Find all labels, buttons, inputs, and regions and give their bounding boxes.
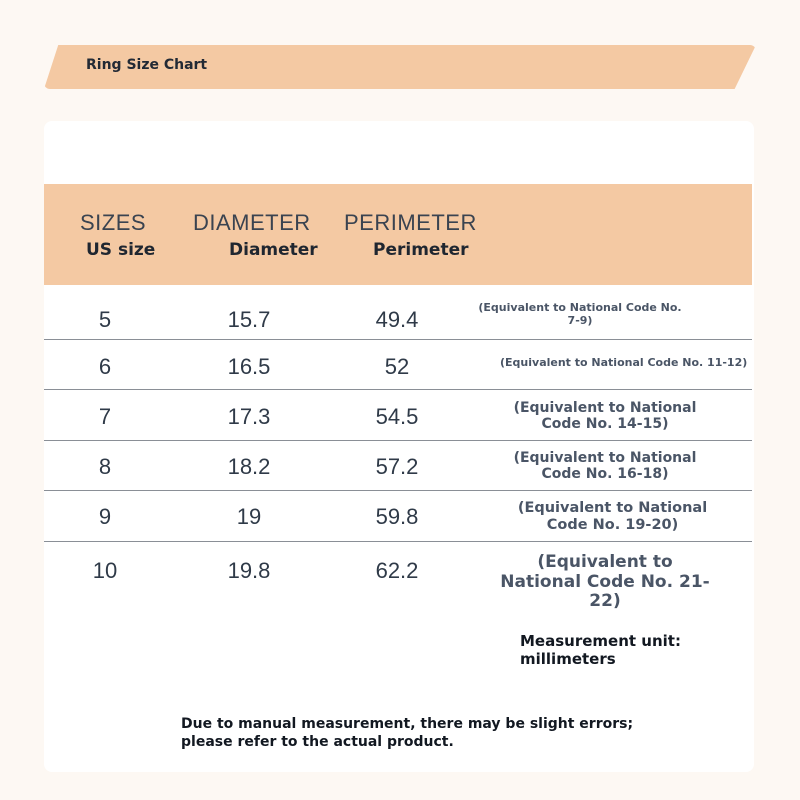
row-7-diameter: 17.3: [227, 404, 271, 429]
row-6-diameter: 16.5: [227, 354, 271, 379]
row-divider: [44, 541, 752, 542]
row-10-perimeter: 62.2: [375, 558, 419, 583]
header-perimeter-sub: Perimeter: [373, 240, 469, 260]
row-5-note: (Equivalent to National Code No. 7-9): [478, 301, 682, 327]
header-perimeter: PERIMETER: [344, 210, 477, 235]
row-9-size: 9: [98, 504, 112, 529]
chart-title: Ring Size Chart: [86, 57, 208, 73]
row-9-diameter: 19: [236, 504, 262, 529]
measurement-unit-note: Measurement unit: millimeters: [520, 632, 681, 668]
row-5-diameter: 15.7: [227, 307, 271, 332]
row-8-diameter: 18.2: [227, 454, 271, 479]
disclaimer-note: Due to manual measurement, there may be slight errors; please refer to the actual product.: [181, 716, 634, 750]
row-5-perimeter: 49.4: [375, 307, 419, 332]
row-divider: [44, 389, 752, 390]
row-10-size: 10: [92, 558, 118, 583]
row-6-size: 6: [98, 354, 112, 379]
row-8-size: 8: [98, 454, 112, 479]
header-diameter-sub: Diameter: [229, 240, 318, 260]
row-8-note: (Equivalent to National Code No. 16-18): [513, 450, 697, 483]
row-7-note: (Equivalent to National Code No. 14-15): [513, 400, 697, 433]
row-8-perimeter: 57.2: [375, 454, 419, 479]
row-10-note: (Equivalent to National Code No. 21-22): [500, 552, 710, 612]
header-diameter: DIAMETER: [193, 210, 311, 235]
row-6-note: (Equivalent to National Code No. 11-12): [500, 356, 748, 369]
row-divider: [44, 440, 752, 441]
row-6-perimeter: 52: [384, 354, 410, 379]
row-9-perimeter: 59.8: [375, 504, 419, 529]
row-9-note: (Equivalent to National Code No. 19-20): [517, 500, 708, 533]
row-divider: [44, 490, 752, 491]
row-divider: [44, 339, 752, 340]
row-7-perimeter: 54.5: [375, 404, 419, 429]
header-sizes: SIZES: [80, 210, 147, 235]
row-10-diameter: 19.8: [227, 558, 271, 583]
row-5-size: 5: [98, 307, 112, 332]
header-us-size: US size: [86, 240, 156, 260]
row-7-size: 7: [98, 404, 112, 429]
